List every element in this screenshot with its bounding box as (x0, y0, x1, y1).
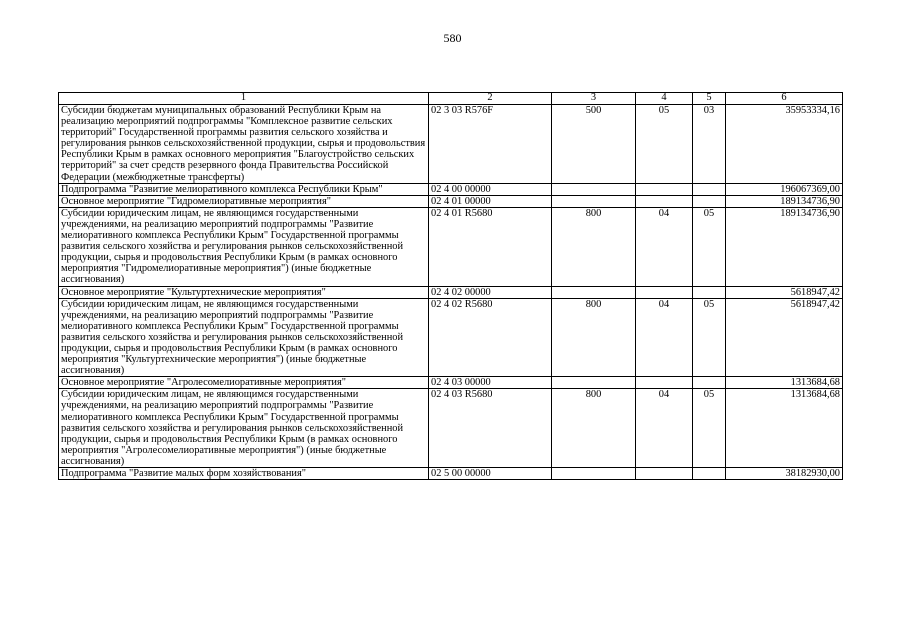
row-subsection: 05 (693, 207, 726, 286)
row-code: 02 4 01 00000 (429, 195, 552, 207)
row-subsection (693, 377, 726, 389)
row-expense-type: 800 (552, 207, 636, 286)
column-header-3: 3 (552, 93, 636, 105)
row-name: Подпрограмма "Развитие малых форм хозяйствования" (59, 468, 429, 480)
row-name: Субсидии бюджетам муниципальных образований Республики Крым на реализацию мероприятий подпрограммы "Комплексное развитие сельских территорий" Государственной программы развития сельского хозяйства и регулирования рынков сельскохозяйственной продукции, сырья и продовольствия Республики Крым в рамках основного мероприятия "Благоустройство сельских территорий" за счет средств резервного фонда Правительства Российской Федерации (межбюджетные трансферты) (59, 105, 429, 184)
row-subsection (693, 195, 726, 207)
row-code: 02 4 01 R5680 (429, 207, 552, 286)
row-sum: 5618947,42 (726, 286, 843, 298)
table-row (59, 468, 843, 480)
row-subsection (693, 183, 726, 195)
table-row (59, 298, 843, 377)
row-code: 02 3 03 R576F (429, 105, 552, 184)
table-row (59, 286, 843, 298)
row-sum: 5618947,42 (726, 298, 843, 377)
row-section: 05 (636, 105, 693, 184)
row-section: 04 (636, 389, 693, 468)
column-header-5: 5 (693, 93, 726, 105)
row-expense-type: 800 (552, 298, 636, 377)
row-section (636, 377, 693, 389)
row-name: Субсидии юридическим лицам, не являющимся государственными учреждениями, на реализацию мероприятий подпрограммы "Развитие мелиоративного комплекса Республики Крым" Государственной программы развития сельского хозяйства и регулирования рынков сельскохозяйственной продукции, сырья и продовольствия Республики Крым (в рамках основного мероприятия "Агролесомелиоративные мероприятия") (иные бюджетные ассигнования) (59, 389, 429, 468)
row-expense-type (552, 468, 636, 480)
column-header-1: 1 (59, 93, 429, 105)
row-expense-type: 500 (552, 105, 636, 184)
row-expense-type (552, 183, 636, 195)
row-name: Субсидии юридическим лицам, не являющимся государственными учреждениями, на реализацию мероприятий подпрограммы "Развитие мелиоративного комплекса Республики Крым" Государственной программы развития сельского хозяйства и регулирования рынков сельскохозяйственной продукции, сырья и продовольствия Республики Крым (в рамках основного мероприятия "Культуртехнические мероприятия") (иные бюджетные ассигнования) (59, 298, 429, 377)
row-sum: 1313684,68 (726, 377, 843, 389)
row-subsection (693, 468, 726, 480)
row-section: 04 (636, 298, 693, 377)
column-header-6: 6 (726, 93, 843, 105)
row-expense-type (552, 195, 636, 207)
row-section (636, 286, 693, 298)
row-subsection (693, 286, 726, 298)
row-section (636, 195, 693, 207)
row-sum: 189134736,90 (726, 207, 843, 286)
budget-table (58, 92, 843, 480)
row-subsection: 05 (693, 389, 726, 468)
table-header-row (59, 93, 843, 105)
page-number: 580 (443, 31, 462, 45)
row-expense-type (552, 286, 636, 298)
row-code: 02 4 00 00000 (429, 183, 552, 195)
row-sum: 189134736,90 (726, 195, 843, 207)
row-sum: 38182930,00 (726, 468, 843, 480)
table-row (59, 389, 843, 468)
column-header-4: 4 (636, 93, 693, 105)
row-name: Основное мероприятие "Агролесомелиоративные мероприятия" (59, 377, 429, 389)
table-row (59, 105, 843, 184)
row-code: 02 4 02 00000 (429, 286, 552, 298)
row-expense-type: 800 (552, 389, 636, 468)
row-subsection: 03 (693, 105, 726, 184)
table-row (59, 183, 843, 195)
row-code: 02 5 00 00000 (429, 468, 552, 480)
row-sum: 196067369,00 (726, 183, 843, 195)
table-row (59, 195, 843, 207)
row-name: Подпрограмма "Развитие мелиоративного комплекса Республики Крым" (59, 183, 429, 195)
row-name: Основное мероприятие "Гидромелиоративные мероприятия" (59, 195, 429, 207)
row-subsection: 05 (693, 298, 726, 377)
row-code: 02 4 02 R5680 (429, 298, 552, 377)
row-section (636, 183, 693, 195)
row-name: Основное мероприятие "Культуртехнические мероприятия" (59, 286, 429, 298)
row-code: 02 4 03 R5680 (429, 389, 552, 468)
row-name: Субсидии юридическим лицам, не являющимся государственными учреждениями, на реализацию мероприятий подпрограммы "Развитие мелиоративного комплекса Республики Крым" Государственной программы развития сельского хозяйства и регулирования рынков сельскохозяйственной продукции, сырья и продовольствия Республики Крым (в рамках основного мероприятия "Гидромелиоративные мероприятия") (иные бюджетные ассигнования) (59, 207, 429, 286)
row-code: 02 4 03 00000 (429, 377, 552, 389)
row-sum: 1313684,68 (726, 389, 843, 468)
row-sum: 35953334,16 (726, 105, 843, 184)
table-row (59, 377, 843, 389)
row-section: 04 (636, 207, 693, 286)
row-expense-type (552, 377, 636, 389)
table-row (59, 207, 843, 286)
column-header-2: 2 (429, 93, 552, 105)
row-section (636, 468, 693, 480)
